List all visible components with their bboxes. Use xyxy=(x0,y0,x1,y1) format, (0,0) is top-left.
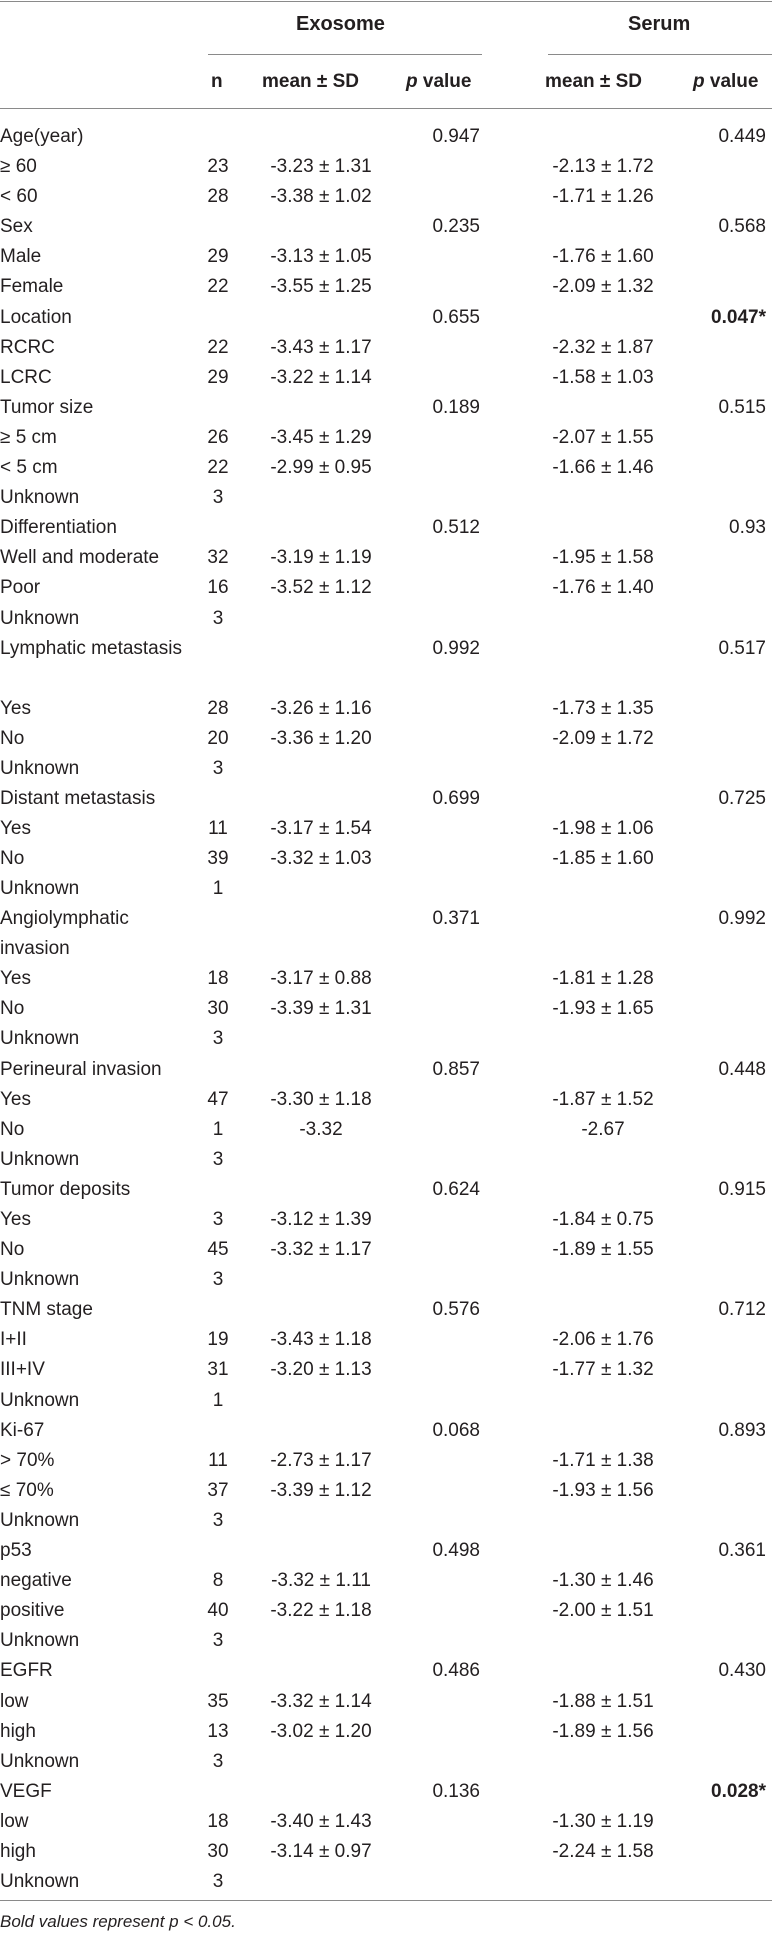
exosome-p-cell: 0.576 xyxy=(432,1299,480,1321)
exosome-mean-cell: -3.43 ± 1.17 xyxy=(270,336,372,358)
serum-mean-cell: -1.88 ± 1.51 xyxy=(552,1690,654,1712)
row-label: Unknown xyxy=(0,1750,80,1772)
table-row xyxy=(0,814,772,844)
n-cell: 18 xyxy=(207,968,229,990)
row-label: Age(year) xyxy=(0,126,84,147)
n-cell: 28 xyxy=(207,186,229,208)
table-row xyxy=(0,1355,772,1385)
serum-p-cell: 0.047* xyxy=(711,306,766,328)
serum-mean-cell: -1.84 ± 0.75 xyxy=(552,1209,654,1230)
row-label: Poor xyxy=(0,577,41,599)
row-label: Well and moderate xyxy=(0,547,160,569)
table-row xyxy=(0,1596,772,1626)
row-label: I+II xyxy=(0,1329,27,1351)
exosome-p-cell: 0.235 xyxy=(432,216,480,238)
row-label: No xyxy=(0,1118,25,1140)
table-row xyxy=(0,453,772,483)
row-label: low xyxy=(0,1690,29,1712)
table-row xyxy=(0,754,772,784)
n-column-header: n xyxy=(211,71,223,92)
row-label: Yes xyxy=(0,817,31,839)
serum-mean-cell: -2.06 ± 1.76 xyxy=(552,1329,654,1351)
table-row xyxy=(0,1205,772,1235)
exosome-p-cell: 0.699 xyxy=(432,787,480,809)
table-row xyxy=(0,1416,772,1446)
table-row xyxy=(0,1626,772,1656)
exosome-mean-cell: -3.17 ± 1.54 xyxy=(270,817,372,839)
serum-mean-cell: -1.30 ± 1.19 xyxy=(552,1810,654,1832)
exosome-mean-cell: -3.32 ± 1.11 xyxy=(271,1570,371,1592)
table-row xyxy=(0,152,772,182)
n-cell: 29 xyxy=(207,366,229,388)
exosome-mean-cell: -2.73 ± 1.17 xyxy=(270,1449,372,1471)
n-cell: 22 xyxy=(207,276,229,298)
table-row xyxy=(0,1747,772,1777)
n-cell: 23 xyxy=(207,156,229,178)
row-label: Perineural invasion xyxy=(0,1058,162,1080)
serum-p-cell: 0.93 xyxy=(729,517,766,539)
row-label: TNM stage xyxy=(0,1299,93,1321)
row-label: Unknown xyxy=(0,1630,80,1652)
row-label: high xyxy=(0,1720,36,1742)
serum-p-cell: 0.517 xyxy=(718,637,766,659)
n-cell: 18 xyxy=(207,1810,229,1832)
table-body xyxy=(0,122,772,1897)
n-cell: 40 xyxy=(207,1600,229,1622)
serum-p-cell: 0.361 xyxy=(718,1540,766,1562)
exosome-p-cell: 0.486 xyxy=(432,1660,480,1682)
table-row xyxy=(0,1145,772,1175)
serum-mean-cell: -1.58 ± 1.03 xyxy=(552,366,654,388)
n-cell: 3 xyxy=(212,1750,224,1772)
exosome-mean-cell: -3.14 ± 0.97 xyxy=(270,1840,372,1862)
exosome-mean-cell: -3.39 ± 1.31 xyxy=(270,998,372,1020)
row-label: No xyxy=(0,848,25,870)
serum-mean-cell: -2.67 xyxy=(581,1118,625,1140)
table-row xyxy=(0,1446,772,1476)
row-label: high xyxy=(0,1840,36,1862)
table-row xyxy=(0,904,772,964)
row-label: Unknown xyxy=(0,487,80,509)
table-row xyxy=(0,874,772,904)
exosome-p-cell: 0.189 xyxy=(432,396,480,418)
row-label: ≤ 70% xyxy=(0,1479,54,1501)
row-label: Differentiation xyxy=(0,517,117,539)
row-label: Unknown xyxy=(0,1509,80,1531)
row-label: Tumor deposits xyxy=(0,1178,131,1200)
serum-mean-cell: -2.13 ± 1.72 xyxy=(552,156,654,178)
n-cell: 3 xyxy=(212,1148,224,1170)
serum-mean-cell: -1.93 ± 1.56 xyxy=(552,1479,654,1501)
table-footnote: Bold values represent p < 0.05. xyxy=(0,1912,236,1931)
table-row xyxy=(0,1777,772,1807)
row-label: Female xyxy=(0,276,64,298)
row-label: Location xyxy=(0,306,72,328)
n-cell: 3 xyxy=(212,1509,224,1531)
n-cell: 39 xyxy=(207,848,229,870)
row-label: < 5 cm xyxy=(0,457,58,479)
serum-p-cell: 0.915 xyxy=(718,1178,766,1200)
n-cell: 32 xyxy=(207,547,229,569)
row-label: > 70% xyxy=(0,1449,55,1471)
table-row xyxy=(0,513,772,543)
table-row xyxy=(0,182,772,212)
row-label: Unknown xyxy=(0,1389,80,1411)
exosome-p-cell: 0.512 xyxy=(432,517,480,539)
exosome-p-cell: 0.624 xyxy=(432,1178,480,1200)
table-row xyxy=(0,543,772,573)
n-cell: 3 xyxy=(212,607,224,629)
serum-mean-cell: -1.71 ± 1.38 xyxy=(552,1449,654,1471)
table-row xyxy=(0,363,772,393)
serum-p-header: p value xyxy=(693,71,759,92)
exosome-p-cell: 0.498 xyxy=(432,1540,480,1562)
serum-p-cell: 0.515 xyxy=(718,396,766,418)
exosome-mean-header: mean ± SD xyxy=(262,71,360,92)
table-row xyxy=(0,1235,772,1265)
serum-mean-cell: -2.09 ± 1.72 xyxy=(552,727,654,749)
row-label: VEGF xyxy=(0,1780,52,1802)
table-row xyxy=(0,122,772,152)
table-row xyxy=(0,1807,772,1837)
serum-mean-cell: -1.87 ± 1.52 xyxy=(552,1088,654,1110)
serum-mean-cell: -1.95 ± 1.58 xyxy=(552,547,654,569)
table-row xyxy=(0,1085,772,1115)
row-label: Yes xyxy=(0,1088,31,1110)
top-rule xyxy=(0,1,772,2)
serum-group-rule xyxy=(548,54,772,55)
n-cell: 28 xyxy=(207,697,229,719)
serum-mean-cell: -1.76 ± 1.60 xyxy=(552,246,654,268)
table-row xyxy=(0,1476,772,1506)
serum-p-cell: 0.712 xyxy=(718,1299,766,1321)
table-row xyxy=(0,423,772,453)
row-label: ≥ 5 cm xyxy=(0,426,57,448)
exosome-mean-cell: -3.32 xyxy=(299,1118,343,1140)
n-cell: 22 xyxy=(207,336,229,358)
table-row xyxy=(0,1506,772,1536)
row-label: LCRC xyxy=(0,366,52,388)
row-label: Yes xyxy=(0,1209,31,1230)
serum-mean-cell: -1.71 ± 1.26 xyxy=(552,186,654,208)
table-row xyxy=(0,1265,772,1295)
table-row xyxy=(0,964,772,994)
exosome-mean-cell: -3.17 ± 0.88 xyxy=(270,968,372,990)
table-row xyxy=(0,1566,772,1596)
serum-mean-header: mean ± SD xyxy=(545,71,643,92)
exosome-p-cell: 0.655 xyxy=(432,306,480,328)
row-label: No xyxy=(0,727,25,749)
exosome-p-cell: 0.136 xyxy=(432,1780,480,1802)
serum-p-cell: 0.568 xyxy=(718,216,766,238)
table-row xyxy=(0,1536,772,1566)
n-cell: 31 xyxy=(207,1359,229,1381)
table-row xyxy=(0,634,772,694)
exosome-mean-cell: -3.30 ± 1.18 xyxy=(270,1088,372,1110)
table-row xyxy=(0,724,772,754)
table-row xyxy=(0,393,772,423)
serum-p-cell: 0.725 xyxy=(718,787,766,809)
exosome-mean-cell: -3.45 ± 1.29 xyxy=(270,426,372,448)
row-label: III+IV xyxy=(0,1359,45,1381)
exosome-mean-cell: -3.32 ± 1.14 xyxy=(270,1690,372,1712)
n-cell: 47 xyxy=(207,1088,229,1110)
table-row xyxy=(0,1325,772,1355)
exosome-mean-cell: -3.36 ± 1.20 xyxy=(270,727,372,749)
exosome-group-header: Exosome xyxy=(296,13,385,35)
serum-mean-cell: -2.32 ± 1.87 xyxy=(552,336,654,358)
serum-mean-cell: -1.98 ± 1.06 xyxy=(552,817,654,839)
serum-p-cell: 0.449 xyxy=(718,126,766,147)
n-cell: 8 xyxy=(212,1570,224,1592)
row-label: < 60 xyxy=(0,186,38,208)
n-cell: 1 xyxy=(212,1389,224,1411)
serum-mean-cell: -1.89 ± 1.55 xyxy=(552,1239,654,1261)
n-cell: 3 xyxy=(212,1871,224,1893)
n-cell: 16 xyxy=(207,577,229,599)
bottom-rule xyxy=(0,1900,772,1901)
n-cell: 1 xyxy=(212,878,224,900)
n-cell: 22 xyxy=(207,457,229,479)
n-cell: 3 xyxy=(212,1028,224,1050)
row-label: EGFR xyxy=(0,1660,53,1682)
n-cell: 1 xyxy=(212,1118,224,1140)
exosome-mean-cell: -3.02 ± 1.20 xyxy=(270,1720,372,1742)
row-label: Sex xyxy=(0,216,33,238)
n-cell: 3 xyxy=(212,1269,224,1291)
row-label: Unknown xyxy=(0,607,80,629)
row-label: No xyxy=(0,1239,25,1261)
row-label: Distant metastasis xyxy=(0,787,156,809)
exosome-mean-cell: -3.12 ± 1.39 xyxy=(270,1209,372,1230)
serum-mean-cell: -1.89 ± 1.56 xyxy=(552,1720,654,1742)
row-label: Unknown xyxy=(0,1871,80,1893)
table-row xyxy=(0,604,772,634)
serum-mean-cell: -1.93 ± 1.65 xyxy=(552,998,654,1020)
row-label: Unknown xyxy=(0,1269,80,1291)
exosome-mean-cell: -3.32 ± 1.17 xyxy=(270,1239,372,1261)
table-row xyxy=(0,573,772,603)
row-label: Lymphatic metastasis xyxy=(0,637,182,659)
exosome-mean-cell: -3.19 ± 1.19 xyxy=(270,547,372,569)
n-cell: 3 xyxy=(212,757,224,779)
serum-p-cell: 0.992 xyxy=(718,908,766,930)
table-row xyxy=(0,333,772,363)
n-cell: 30 xyxy=(207,998,229,1020)
table-row xyxy=(0,1717,772,1747)
serum-mean-cell: -2.00 ± 1.51 xyxy=(552,1600,654,1622)
row-label: Unknown xyxy=(0,1148,80,1170)
n-cell: 20 xyxy=(207,727,229,749)
serum-mean-cell: -2.07 ± 1.55 xyxy=(552,426,654,448)
serum-mean-cell: -2.24 ± 1.58 xyxy=(552,1840,654,1862)
n-cell: 30 xyxy=(207,1840,229,1862)
table-row xyxy=(0,1295,772,1325)
table-row xyxy=(0,1386,772,1416)
serum-mean-cell: -1.77 ± 1.32 xyxy=(552,1359,654,1381)
n-cell: 3 xyxy=(212,487,224,509)
n-cell: 13 xyxy=(207,1720,229,1742)
table-row xyxy=(0,212,772,242)
row-label: positive xyxy=(0,1600,65,1622)
serum-p-cell: 0.893 xyxy=(718,1419,766,1441)
serum-group-header: Serum xyxy=(628,13,691,35)
row-label: Unknown xyxy=(0,1028,80,1050)
exosome-group-rule xyxy=(208,54,482,55)
table-row xyxy=(0,694,772,724)
n-cell: 45 xyxy=(207,1239,229,1261)
row-label: Yes xyxy=(0,697,31,719)
row-label: negative xyxy=(0,1570,72,1592)
row-label: ≥ 60 xyxy=(0,156,37,178)
serum-p-cell: 0.028* xyxy=(711,1780,766,1802)
exosome-mean-cell: -3.38 ± 1.02 xyxy=(270,186,372,208)
exosome-p-cell: 0.371 xyxy=(432,908,480,930)
table-row xyxy=(0,1656,772,1686)
exosome-mean-cell: -3.43 ± 1.18 xyxy=(270,1329,372,1351)
exosome-p-cell: 0.992 xyxy=(432,637,480,659)
row-label: No xyxy=(0,998,25,1020)
row-label: p53 xyxy=(0,1540,32,1562)
row-label: Unknown xyxy=(0,757,80,779)
table-row xyxy=(0,784,772,814)
exosome-mean-cell: -3.20 ± 1.13 xyxy=(270,1359,372,1381)
table-row xyxy=(0,1867,772,1897)
serum-mean-cell: -2.09 ± 1.32 xyxy=(552,276,654,298)
table-row xyxy=(0,272,772,302)
exosome-mean-cell: -3.39 ± 1.12 xyxy=(270,1479,372,1501)
table-row xyxy=(0,1687,772,1717)
table-row xyxy=(0,303,772,333)
exosome-mean-cell: -3.55 ± 1.25 xyxy=(270,276,372,298)
exosome-mean-cell: -3.26 ± 1.16 xyxy=(270,697,372,719)
exosome-p-header: p value xyxy=(406,71,472,92)
row-label: Male xyxy=(0,246,42,268)
serum-mean-cell: -1.81 ± 1.28 xyxy=(552,968,654,990)
row-label: Tumor size xyxy=(0,396,94,418)
n-cell: 29 xyxy=(207,246,229,268)
serum-mean-cell: -1.66 ± 1.46 xyxy=(552,457,654,479)
exosome-mean-cell: -3.13 ± 1.05 xyxy=(270,246,372,268)
table-row xyxy=(0,1055,772,1085)
exosome-mean-cell: -3.32 ± 1.03 xyxy=(270,848,372,870)
serum-mean-cell: -1.73 ± 1.35 xyxy=(552,697,654,719)
table-row xyxy=(0,1024,772,1054)
n-cell: 3 xyxy=(212,1209,224,1230)
serum-p-cell: 0.430 xyxy=(718,1660,766,1682)
row-label: RCRC xyxy=(0,336,55,358)
row-label: Ki-67 xyxy=(0,1419,45,1441)
header-bottom-rule xyxy=(0,108,772,109)
exosome-p-cell: 0.857 xyxy=(432,1058,480,1080)
n-cell: 35 xyxy=(207,1690,229,1712)
row-label: Angiolymphatic invasion xyxy=(0,908,129,960)
row-label: low xyxy=(0,1810,29,1832)
table-row xyxy=(0,994,772,1024)
n-cell: 19 xyxy=(207,1329,229,1351)
exosome-mean-cell: -3.22 ± 1.18 xyxy=(270,1600,372,1622)
row-label: Yes xyxy=(0,968,31,990)
exosome-mean-cell: -3.23 ± 1.31 xyxy=(270,156,372,178)
serum-mean-cell: -1.30 ± 1.46 xyxy=(552,1570,654,1592)
row-label: Unknown xyxy=(0,878,80,900)
table-row xyxy=(0,242,772,272)
exosome-mean-cell: -3.52 ± 1.12 xyxy=(270,577,372,599)
exosome-p-cell: 0.068 xyxy=(432,1419,480,1441)
n-cell: 3 xyxy=(212,1630,224,1652)
table-row xyxy=(0,483,772,513)
n-cell: 26 xyxy=(207,426,229,448)
exosome-mean-cell: -3.22 ± 1.14 xyxy=(270,366,372,388)
table-row xyxy=(0,1837,772,1867)
serum-mean-cell: -1.76 ± 1.40 xyxy=(552,577,654,599)
table-row xyxy=(0,1175,772,1205)
exosome-mean-cell: -2.99 ± 0.95 xyxy=(270,457,372,479)
serum-mean-cell: -1.85 ± 1.60 xyxy=(552,848,654,870)
n-cell: 37 xyxy=(207,1479,229,1501)
table-row xyxy=(0,844,772,874)
table-row xyxy=(0,1115,772,1145)
serum-p-cell: 0.448 xyxy=(718,1058,766,1080)
exosome-p-cell: 0.947 xyxy=(432,126,480,147)
n-cell: 11 xyxy=(208,1449,228,1471)
exosome-mean-cell: -3.40 ± 1.43 xyxy=(270,1810,372,1832)
n-cell: 11 xyxy=(208,817,228,839)
